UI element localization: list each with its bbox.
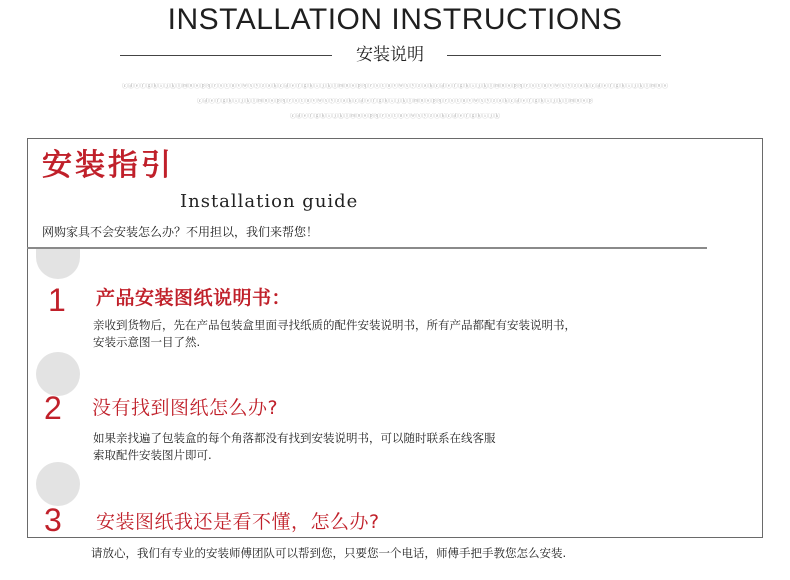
fine-print-line: ⓒⓓⓔⓕⓖⓗⓘⓙⓚⓛⓜⓝⓞⓟⓠⓡⓢⓣⓤⓥⓦⓧⓨⓩⓐⓑⓒⓓⓔⓕⓖⓗⓘⓙⓚ <box>289 113 500 120</box>
page-title: INSTALLATION INSTRUCTIONS <box>167 3 623 36</box>
guide-intro-text: 网购家具不会安装怎么办？不用担以，我们来帮您！ <box>42 225 319 239</box>
step-2-number: 2 <box>44 390 62 426</box>
step-1-number: 1 <box>48 282 66 318</box>
subtitle-rule-left <box>120 55 332 56</box>
guide-title-english: Installation guide <box>180 191 359 212</box>
step-3-heading: 安装图纸我还是看不懂，怎么办? <box>96 511 380 533</box>
fine-print-line: ⓒⓓⓔⓕⓖⓗⓘⓙⓚⓛⓜⓝⓞⓟⓠⓡⓢⓣⓤⓥⓦⓧⓨⓩⓐⓑⓒⓓⓔⓕⓖⓗⓘⓙⓚⓛⓜⓝⓞⓟⓠⓡⓢⓣⓤⓥⓦⓧⓨⓩⓐⓑⓒⓓⓔⓕⓖⓗⓘⓙⓚⓛⓜⓝⓞⓟ <box>196 98 593 105</box>
footer-reassurance-text: 请放心，我们有专业的安装师傅团队可以帮到您，只要您一个电话，师傅手把手教您怎么安装. <box>91 546 567 560</box>
step-1-body-line: 安装示意图一目了然. <box>93 335 201 349</box>
guide-title: 安装指引 <box>42 148 174 183</box>
fine-print-line: ⓒⓓⓔⓕⓖⓗⓘⓙⓚⓛⓜⓝⓞⓟⓠⓡⓢⓣⓤⓥⓦⓧⓨⓩⓐⓑⓒⓓⓔⓕⓖⓗⓘⓙⓚⓛⓜⓝⓞⓟⓠⓡⓢⓣⓤⓥⓦⓧⓨⓩⓐⓑⓒⓓⓔⓕⓖⓗⓘⓙⓚⓛⓜⓝⓞⓟⓠⓡⓢⓣⓤⓥⓦⓧⓨⓩⓐⓑⓒⓓⓔⓕⓖⓗⓘⓙⓚⓛⓜⓝⓞ <box>121 83 668 90</box>
subtitle-row <box>0 42 790 66</box>
step-3-circle-decoration <box>36 462 80 506</box>
step-2-heading: 没有找到图纸怎么办? <box>92 397 279 419</box>
step-1-body-line: 亲收到货物后，先在产品包装盒里面寻找纸质的配件安装说明书，所有产品都配有安装说明书， <box>93 318 576 332</box>
step-1-heading: 产品安装图纸说明书： <box>96 287 292 309</box>
page-subtitle: 安装说明 <box>356 45 424 65</box>
step-3-number: 3 <box>44 502 62 538</box>
subtitle-rule-right <box>447 55 661 56</box>
step-2-body-line: 索取配件安装图片即可. <box>93 448 212 462</box>
step-2-body-line: 如果亲找遍了包装盒的每个角落都没有找到安装说明书，可以随时联系在线客服 <box>93 431 496 445</box>
guide-divider <box>27 247 707 249</box>
